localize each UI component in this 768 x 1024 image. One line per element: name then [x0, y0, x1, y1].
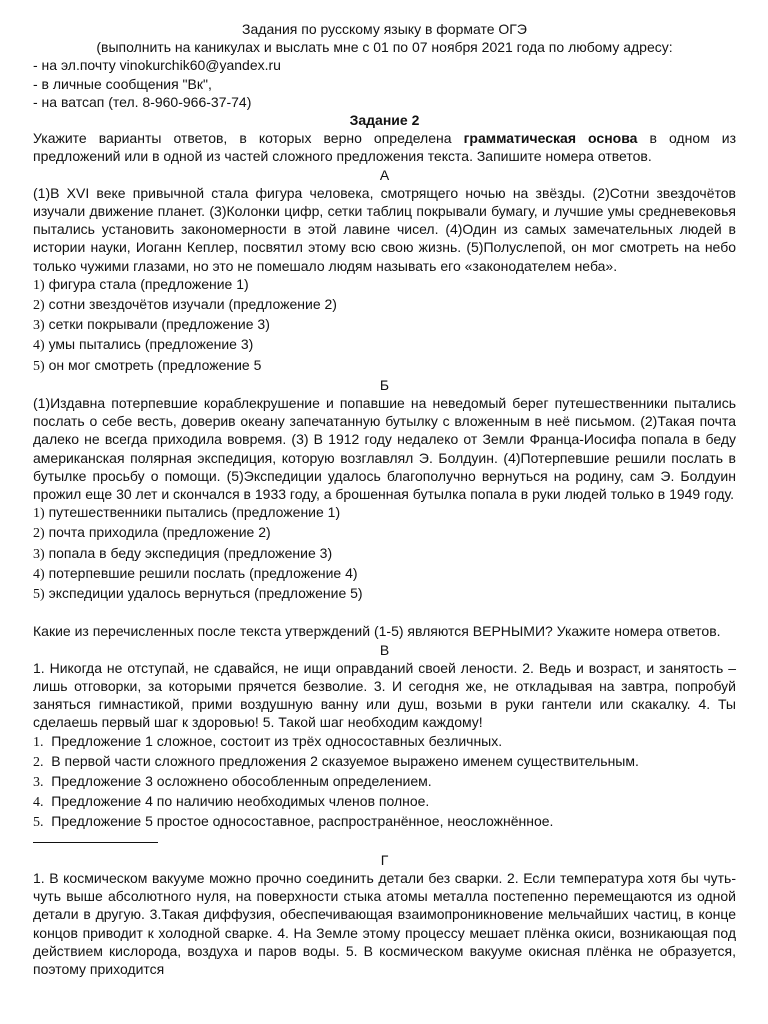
- contact-vk: - в личные сообщения "Вк",: [33, 75, 212, 92]
- section-a-text: (1)В XVI веке привычной стала фигура человека, смотрящего ночью на звёзды. (2)Сотни звездочётов изучали движение планет. (3)Колонки цифр, сетки таблиц покрывали бумагу, и лучшие умы средневековья пытались установить закономерности в этой лавине чисел. (4)Один из самых замечательных людей в истории науки, Иоганн Кеплер, посвятил этому всю свою жизнь. (5)Полуслепой, он мог смотреть на небо только чужими глазами, но это не помешало людям называть его «законодателем неба».: [33, 184, 736, 274]
- section-a-letter: А: [379, 166, 390, 183]
- section-g-text: 1. В космическом вакууме можно прочно соединить детали без сварки. 2. Если температура хотя бы чуть-чуть выше абсолютного нуля, на поверхности стыка атомы металла постепенно перемещаются из одной детали в другую. 3.Такая диффузия, обеспечивающая взаимопроникновение мельчайших частиц, в конце концов приводит к холодной сварке. 4. На Земле этому процессу мешает плёнка окиси, возникающая под действием кислорода, воздуха и паров воды. 5. В космическом вакууме окисная плёнка не образуется, поэтому приходится: [33, 869, 736, 977]
- task-title: Задание 2: [349, 112, 420, 129]
- section-v-letter: В: [379, 641, 390, 658]
- option-item: 4) потерпевшие решили послать (предложение 4): [33, 564, 358, 582]
- divider-line: [33, 842, 158, 843]
- document-page: [33, 20, 736, 978]
- section-v-options: [33, 732, 736, 833]
- section-b-text: (1)Издавна потерпевшие кораблекрушение и попавшие на неведомый берег путешественники пытались послать о себе весть, доверив океану запечатанную бутылку с вложенным в неё письмом. (2)Такая почта далеко не всегда приходила вовремя. (3) В 1912 году недалеко от Земли Франца-Иосифа попала в беду американская полярная экспедиция, которую возглавлял Э. Болдуин. (4)Потерпевшие решили послать в бутылке просьбу о помощи. (5)Экспедиции удалось благополучно вернуться на родину, сам Э. Болдуин прожил еще 30 лет и скончался в 1933 году, а брошенная бутылка попала в руки людей только в 1949 году.: [33, 395, 736, 503]
- section-b-options: [33, 503, 736, 604]
- option-item: 2. В первой части сложного предложения 2 сказуемое выражено именем существительным.: [33, 752, 639, 770]
- option-item: 4) умы пытались (предложение 3): [33, 336, 254, 354]
- section-a-options: [33, 275, 736, 376]
- spacer: [33, 604, 736, 622]
- option-item: 5) он мог смотреть (предложение 5: [33, 356, 262, 374]
- option-item: 1. Предложение 1 сложное, состоит из трёх односоставных безличных.: [33, 732, 503, 750]
- document-instruction: (выполнить на каникулах и выслать мне с 01 по 07 ноября 2021 года по любому адресу:: [96, 39, 673, 56]
- contact-whatsapp: - на ватсап (тел. 8-960-966-37-74): [33, 93, 252, 110]
- contact-email: - на эл.почту vinokurchik60@yandex.ru: [33, 57, 281, 74]
- task-intro: Укажите варианты ответов, в которых верно определена грамматическая основа в одном из предложений или в одной из частей сложного предложения текста. Запишите номера ответов.: [33, 130, 737, 165]
- task-intro-bold: грамматическая основа: [463, 130, 638, 147]
- option-item: 5) экспедиции удалось вернуться (предложение 5): [33, 585, 363, 603]
- option-item: 2) сотни звездочётов изучали (предложение 2): [33, 296, 337, 314]
- option-item: 3) сетки покрывали (предложение 3): [33, 316, 270, 334]
- option-item: 3. Предложение 3 осложнено обособленным определением.: [33, 772, 432, 790]
- option-item: 1) фигура стала (предложение 1): [33, 275, 249, 293]
- option-item: 5. Предложение 5 простое односоставное, распространённое, неосложнённое.: [33, 813, 554, 831]
- question-true-statements: Какие из перечисленных после текста утверждений (1-5) являются ВЕРНЫМИ? Укажите номера ответов.: [33, 623, 721, 640]
- section-b-letter: Б: [379, 376, 390, 393]
- option-item: 3) попала в беду экспедиция (предложение 3): [33, 544, 333, 562]
- option-item: 1) путешественники пытались (предложение 1): [33, 504, 341, 522]
- section-g-letter: Г: [380, 851, 389, 868]
- option-item: 4. Предложение 4 по наличию необходимых членов полное.: [33, 793, 430, 811]
- document-title: Задания по русскому языку в формате ОГЭ: [242, 21, 527, 37]
- option-item: 2) почта приходила (предложение 2): [33, 524, 271, 542]
- section-v-text: 1. Никогда не отступай, не сдавайся, не ищи оправданий своей лености. 2. Ведь и возраст, и занятость – лишь отговорки, за которыми прячется безволие. 3. И сегодня же, не откладывая на завтра, попробуй заняться гимнастикой, прими воздушную ванну или душ, возьми в руки гантели или скакалку. 4. Ты сделаешь первый шаг к здоровью! 5. Такой шаг необходим каждому!: [33, 659, 736, 731]
